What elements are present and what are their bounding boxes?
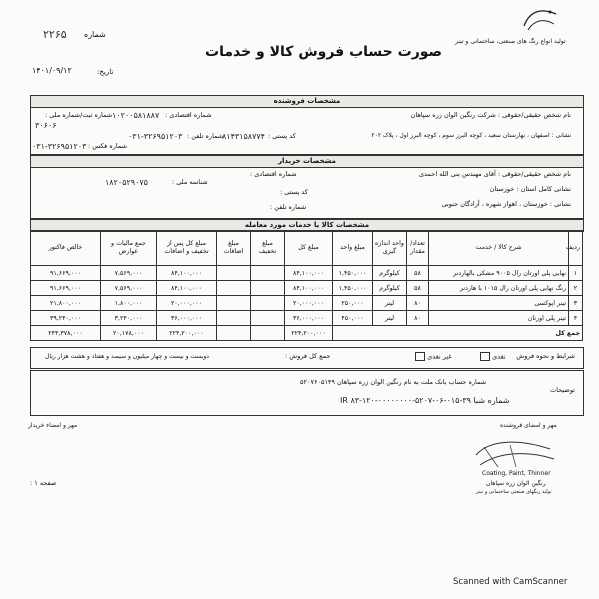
cell: لیتر (373, 296, 407, 311)
cell: ۳۶,۰۰۰,۰۰۰ (157, 311, 217, 326)
terms-label: شرایط و نحوه فروش (516, 352, 575, 360)
noncash-checkbox[interactable] (415, 352, 425, 361)
date-label: تاریخ: (97, 68, 114, 76)
cell: ۵۸ (407, 281, 429, 296)
cell: ۱,۴۵۰,۰۰۰ (333, 281, 373, 296)
buyer-national-value: ۱۸۲۰۵۲۹۰۷۵ (105, 178, 148, 187)
seller-section-title: مشخصات فروشنده (30, 95, 584, 108)
cell: ۷,۵۶۹,۰۰۰ (101, 281, 157, 296)
total-label: جمع کل (333, 326, 583, 341)
cell: ۵۸ (407, 266, 429, 281)
cell: ۲۵۰,۰۰۰ (333, 296, 373, 311)
cell: ۸۰ (407, 311, 429, 326)
cell: ۳,۲۴۰,۰۰۰ (101, 311, 157, 326)
seller-phone-value: ۰۳۱-۳۲۶۹۵۱۲۰۳ (128, 132, 183, 141)
table-row (31, 296, 583, 311)
logo-subtitle: تولید انواع رنگ های صنعتی، ساختمانی و تینر (455, 38, 566, 45)
buyer-section-title: مشخصات خریدار (30, 155, 584, 168)
cell: ۲۲۴,۲۰۰,۰۰۰ (285, 326, 333, 341)
cell: ۸۴,۱۰۰,۰۰۰ (285, 266, 333, 281)
cell: ۸۴,۱۰۰,۰۰۰ (157, 281, 217, 296)
seller-address: نشانی : اصفهان ، بهارستان سعید ، کوچه البرز سوم ، کوچه البرز اول ، پلاک ۲۰۲ (371, 132, 571, 139)
table-row (31, 266, 583, 281)
cell: ۲۲۴,۲۰۰,۰۰۰ (157, 326, 217, 341)
items-header-row (31, 231, 583, 266)
col-header-total: مبلغ کل (285, 231, 333, 266)
cell (217, 281, 251, 296)
cell (251, 266, 285, 281)
notes-label: توضیحات (550, 386, 575, 394)
page-number: صفحه ۱ : (30, 479, 57, 487)
buyer-postal-label: کد پستی : (280, 188, 308, 196)
items-table (30, 230, 583, 341)
date-value: ۱۴۰۱/۰۹/۱۲ (32, 66, 72, 75)
cell: ۳ (569, 296, 583, 311)
cell: ۲۴۴,۳۷۸,۰۰۰ (31, 326, 101, 341)
cell (217, 326, 251, 341)
cash-label (480, 352, 506, 361)
col-header-additions: مبلغ اضافات (217, 231, 251, 266)
noncash-text: غیر نقدی (427, 352, 452, 361)
cell: رنگ نهایی پلی اورتان رال ۱۰۱۵ با هاردنر (429, 281, 569, 296)
cell: ۸۴,۱۰۰,۰۰۰ (285, 281, 333, 296)
buyer-national-label: شناسه ملی : (172, 178, 208, 186)
cell (251, 311, 285, 326)
table-row (31, 281, 583, 296)
seller-signature-label: مهر و امضای فروشنده (500, 422, 557, 429)
stamp-brand: Coating, Paint, Thinner (482, 470, 551, 477)
cell: ۴ (569, 311, 583, 326)
col-header-net: خالص فاکتور (31, 231, 101, 266)
col-header-tax: جمع مالیات و عوارض (101, 231, 157, 266)
table-row (31, 311, 583, 326)
col-header-unit: واحد اندازه گیری (373, 231, 407, 266)
col-header-discount: مبلغ تخفیف (251, 231, 285, 266)
cell: ۱,۸۰۰,۰۰۰ (101, 296, 157, 311)
cell: ۲۰,۰۰۰,۰۰۰ (157, 296, 217, 311)
scanner-watermark: Scanned with CamScanner (453, 577, 568, 587)
seller-postal-value: ۸۱۴۳۱۵۸۷۷۴ (222, 132, 265, 141)
buyer-province: نشانی کامل استان : خوزستان (489, 185, 571, 193)
cell (217, 266, 251, 281)
cell: لیتر (373, 311, 407, 326)
cell: ۹۱,۶۶۹,۰۰۰ (31, 281, 101, 296)
company-logo (520, 6, 560, 34)
col-header-qty: تعداد/ مقدار (407, 231, 429, 266)
buyer-signature-label: مهر و امضاء خریدار (28, 422, 78, 429)
cell: کیلوگرم (373, 281, 407, 296)
seller-reg-value: ۳۰۶۰۶ (35, 121, 57, 130)
notes-bank-account: شماره حساب بانک ملت به نام رنگین الوان زره سپاهان ۵۲۰۷۶۰۵۱۴۹ (300, 378, 487, 386)
buyer-name: نام شخص حقیقی/حقوقی : آقای مهندس بنی الله احمدی (419, 170, 571, 178)
cell: ۲۱,۸۰۰,۰۰۰ (31, 296, 101, 311)
noncash-label (415, 352, 452, 361)
col-header-unit-price: مبلغ واحد (333, 231, 373, 266)
buyer-address: نشانی : خوزستان ، اهواز شهره ، آزادگان جنوبی (441, 200, 571, 208)
cash-text: نقدی (492, 352, 506, 361)
cell: کیلوگرم (373, 266, 407, 281)
cell: ۱ (569, 266, 583, 281)
cell (251, 281, 285, 296)
stamp-line2: تولید رنگهای صنعتی ساختمانی و تینر (476, 489, 552, 495)
cell: تینر پلی اورتان (429, 311, 569, 326)
invoice-number-label: شماره (84, 30, 106, 39)
cell: ۴۵۰,۰۰۰ (333, 311, 373, 326)
cell (217, 296, 251, 311)
col-header-after-discount: مبلغ کل پس از تخفیف و اضافات (157, 231, 217, 266)
invoice-number-value: ۲۲۶۵ (43, 28, 67, 41)
cell: ۲۰,۱۷۸,۰۰۰ (101, 326, 157, 341)
total-row (31, 326, 583, 341)
cell: ۸۴,۱۰۰,۰۰۰ (157, 266, 217, 281)
seller-postal-label: کد پستی : (268, 132, 296, 140)
cell: ۸۰ (407, 296, 429, 311)
cell (251, 296, 285, 311)
total-in-words-label: جمع کل فروش : (285, 352, 331, 360)
notes-iban: شماره شبا ۳۹-۰۱۵-۰۶-۵۲۰۷-۰۰۰۰۰۰۰۰-۱۲۰-۸۳ IR (340, 396, 510, 405)
seller-economic-label: شماره اقتصادی : (165, 111, 212, 119)
buyer-economic-label: شماره اقتصادی : (250, 170, 297, 178)
notes-box (30, 370, 584, 416)
seller-fax-value: ۰۳۱-۳۲۶۹۵۱۲۰۳ (32, 142, 87, 151)
seller-phone-label: شماره تلفن : (187, 132, 224, 140)
seller-fax-label: شماره فکس : (88, 142, 128, 150)
stamp-line1: رنگین الوان زره سپاهان (486, 480, 546, 487)
cell: ۲۰,۰۰۰,۰۰۰ (285, 296, 333, 311)
cash-checkbox[interactable] (480, 352, 490, 361)
cell (217, 311, 251, 326)
cell: ۹۱,۶۶۹,۰۰۰ (31, 266, 101, 281)
col-header-description: شرح کالا / خدمت (429, 231, 569, 266)
cell: نهایی پلی اورتان رال ۹۰۰۵ مشکی بالهاردنر (429, 266, 569, 281)
cell: ۳۹,۲۴۰,۰۰۰ (31, 311, 101, 326)
cell: ۱,۴۵۰,۰۰۰ (333, 266, 373, 281)
total-in-words-value: دویست و بیست و چهار میلیون و سیصد و هفتاد و هشت هزار ریال (45, 353, 209, 360)
cell: تینر اپوکسی (429, 296, 569, 311)
cell: ۷,۵۶۹,۰۰۰ (101, 266, 157, 281)
document-title: صورت حساب فروش کالا و خدمات (205, 44, 443, 60)
seller-economic-value: ۱۰۲۰۰۵۸۱۸۸۷ (112, 111, 160, 120)
buyer-phone-label: شماره تلفن : (270, 203, 307, 211)
seller-name: نام شخص حقیقی/حقوقی : شرکت رنگین الوان زره سپاهان (410, 111, 571, 119)
cell (251, 326, 285, 341)
seller-reg-label: شماره ثبت/شماره ملی : (45, 111, 113, 119)
cell: ۲ (569, 281, 583, 296)
cell: ۳۶,۰۰۰,۰۰۰ (285, 311, 333, 326)
items-section-title: مشخصات کالا یا خدمات مورد معامله (30, 219, 584, 232)
col-header-row: ردیف (569, 231, 583, 266)
